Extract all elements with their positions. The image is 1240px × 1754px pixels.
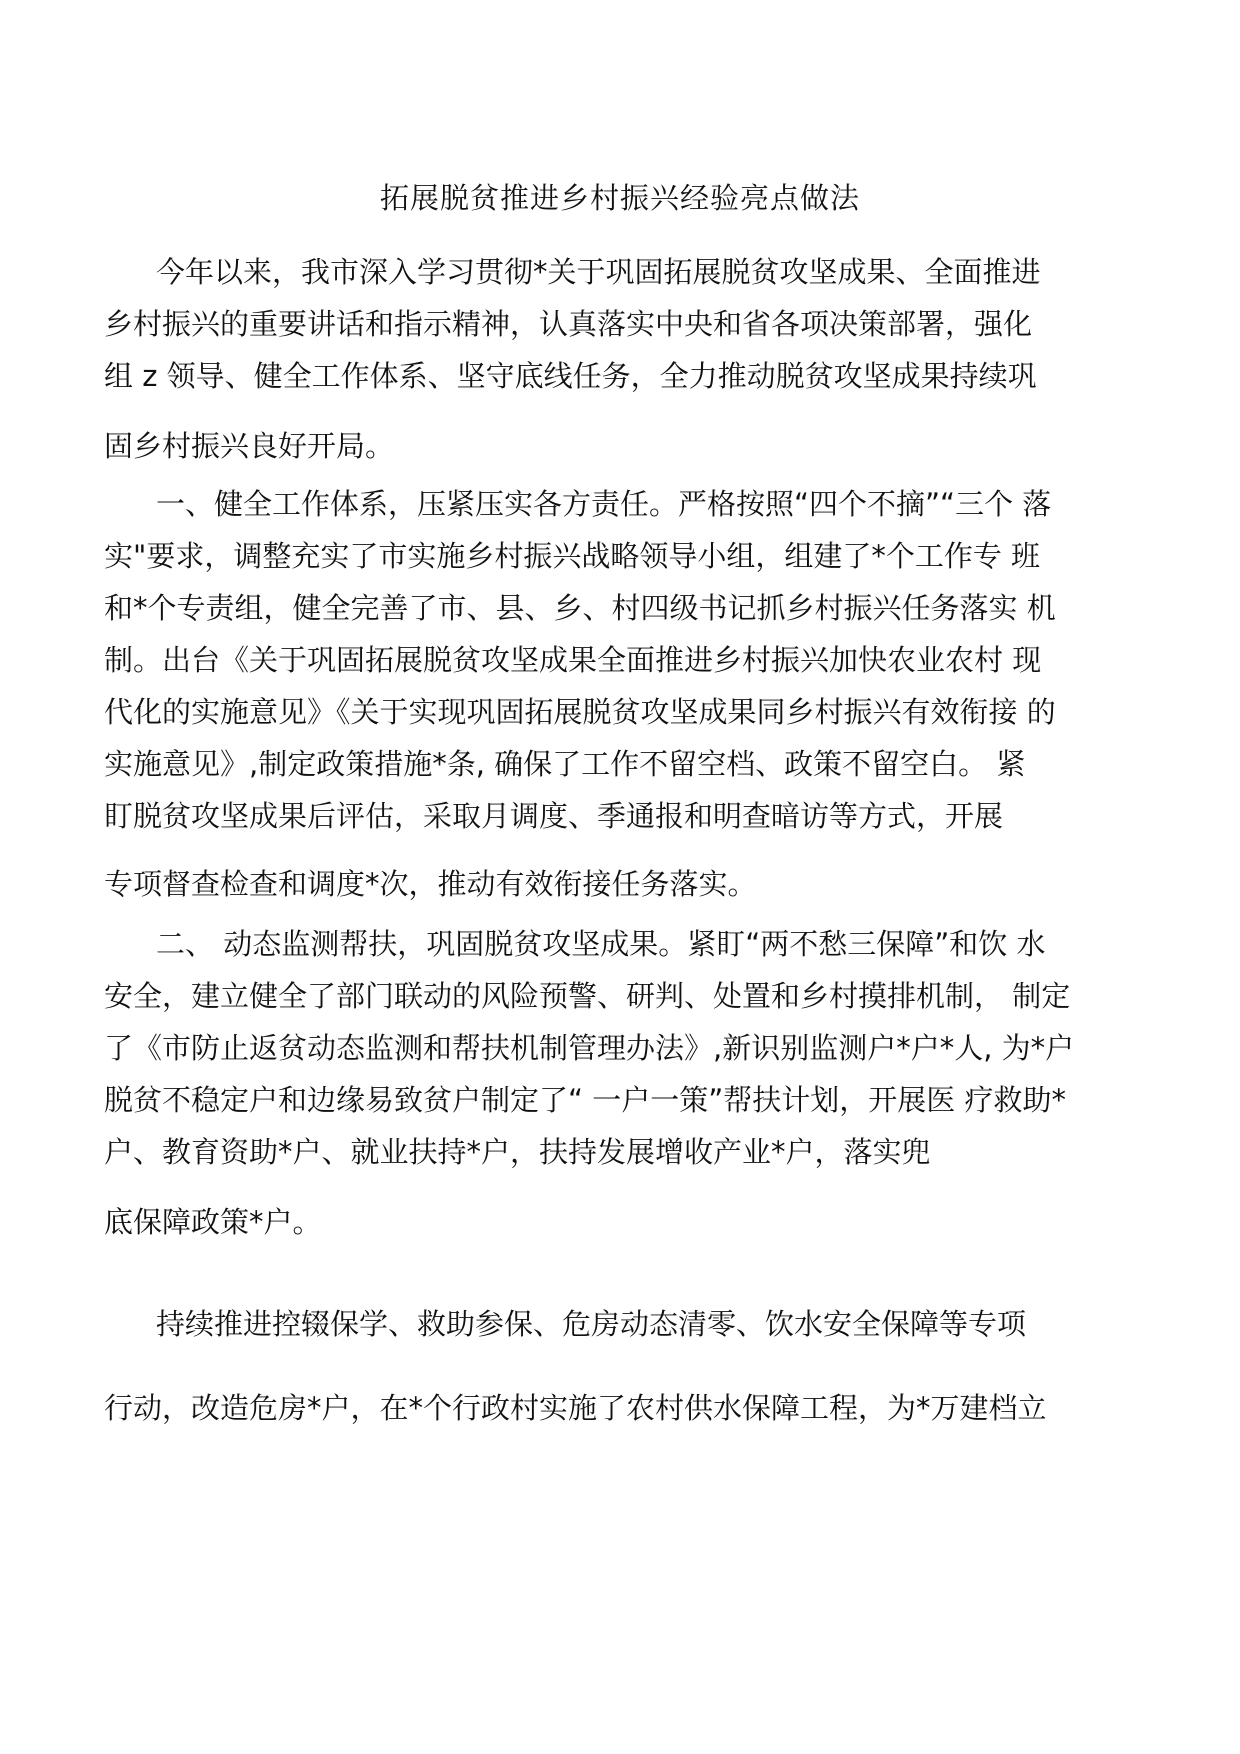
- paragraph-line: 今年以来，我市深入学习贯彻*关于巩固拓展脱贫攻坚成果、全面推进: [156, 255, 1041, 289]
- paragraph-line: 代化的实施意见》《关于实现巩固拓展脱贫攻坚成果同乡村振兴有效衔接 的: [104, 695, 1056, 729]
- paragraph-line: 专项督查检查和调度*次，推动有效衔接任务落实。: [104, 867, 757, 901]
- paragraph-line: 安全，建立健全了部门联动的风险预警、研判、处置和乡村摸排机制， 制定: [104, 979, 1071, 1013]
- paragraph-line: 盯脱贫攻坚成果后评估，采取月调度、季通报和明查暗访等方式，开展: [104, 799, 1004, 833]
- paragraph-line: 底保障政策*户。: [104, 1205, 322, 1239]
- paragraph-line: 实"要求，调整充实了市实施乡村振兴战略领导小组，组建了*个工作专 班: [104, 539, 1041, 573]
- paragraph-line: 行动，改造危房*户，在*个行政村实施了农村供水保障工程，为*万建档立: [104, 1391, 1047, 1425]
- document-title: 拓展脱贫推进乡村振兴经验亮点做法: [379, 181, 860, 215]
- paragraph-line: 制。出台《关于巩固拓展脱贫攻坚成果全面推进乡村振兴加快农业农村 现: [104, 643, 1042, 677]
- paragraph-line: 持续推进控辍保学、救助参保、危房动态清零、饮水安全保障等专项: [156, 1307, 1027, 1341]
- paragraph-line: 乡村振兴的重要讲话和指示精神，认真落实中央和省各项决策部署，强化: [104, 307, 1033, 341]
- paragraph-line: 一、健全工作体系，压紧压实各方责任。严格按照“四个不摘”“三个 落: [156, 487, 1052, 521]
- paragraph-line: 和*个专责组，健全完善了市、县、乡、村四级书记抓乡村振兴任务落实 机: [104, 591, 1056, 625]
- paragraph-line: 户、教育资助*户、就业扶持*户，扶持发展增收产业*户，落实兜: [104, 1135, 931, 1169]
- paragraph-line: 组 z 领导、健全工作体系、坚守底线任务，全力推动脱贫攻坚成果持续巩: [104, 359, 1037, 393]
- paragraph-line: 实施意见》,制定政策措施*条, 确保了工作不留空档、政策不留空白。 紧: [104, 747, 1026, 781]
- paragraph-line: 了《市防止返贫动态监测和帮扶机制管理办法》,新识别监测户*户*人, 为*户: [104, 1031, 1075, 1065]
- paragraph-line: 脱贫不稳定户和边缘易致贫户制定了“ 一户一策”帮扶计划，开展医 疗救助*: [104, 1083, 1066, 1117]
- paragraph-line: 二、 动态监测帮扶，巩固脱贫攻坚成果。紧盯“两不愁三保障”和饮 水: [156, 927, 1046, 961]
- paragraph-line: 固乡村振兴良好开局。: [104, 429, 395, 463]
